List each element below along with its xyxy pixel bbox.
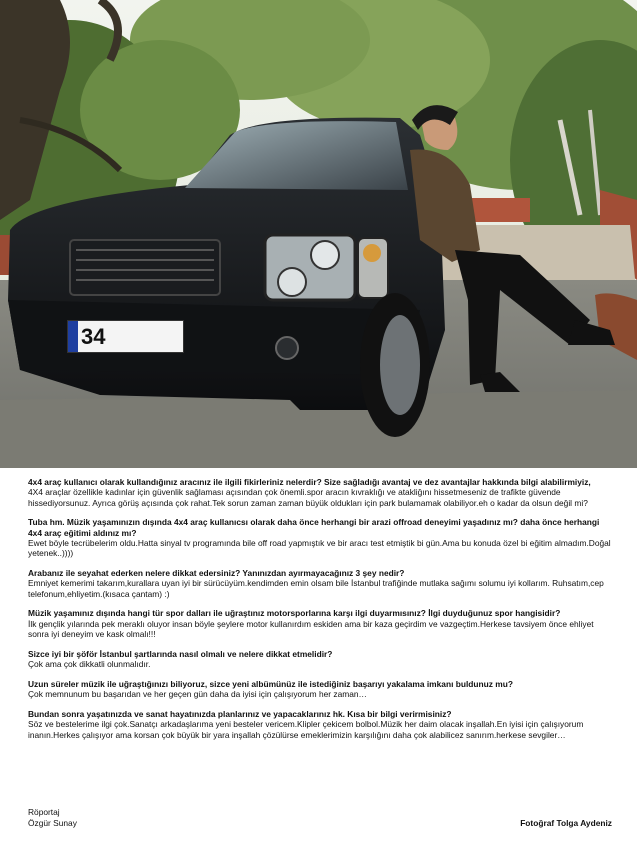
photo-credit: Fotoğraf Tolga Aydeniz — [520, 818, 612, 828]
qa-block — [28, 649, 612, 670]
answer: Çok ama çok dikkatli olunmalıdır. — [28, 659, 151, 670]
question: Arabanız ile seyahat ederken nelere dikkat edersiniz? Yanınızdan ayırmayacağınız 3 şey nedir? — [28, 568, 405, 579]
question: 4x4 araç kullanıcı olarak kullandığınız aracınız ile ilgili fikirleriniz nelerdir? Size sağladığı avantaj ve dez avantajlar hakkında bilgi alabilirmiyiz, — [28, 477, 591, 487]
answer: Söz ve bestelerime ilgi çok.Sanatçı arkadaşlarıma yeni besteler vericem.Klipler çekicem bolbol.Müzik her daim olacak inşallah.En iyisi için çalışıyorum inanın.Herkes çalışıyor ama korsan çok büyük bir yara inşallah çözülürse emeklerimizin karşılığını daha çok alabilicez sanırım.herkese sevgiler… — [28, 719, 584, 740]
qa-block — [28, 679, 612, 700]
license-plate — [67, 320, 184, 353]
interviewer-credit — [28, 807, 77, 828]
answer: Çok memnunum bu başarıdan ve her geçen gün daha da iyisi için çalışıyorum her zaman… — [28, 689, 367, 700]
plate-text: 34 — [81, 324, 106, 349]
qa-block — [28, 608, 612, 639]
question: Bundan sonra yaşatınızda ve sanat hayatınızda planlarınız ve yapacaklarınız hk. Kısa bir bilgi verirmisiniz? — [28, 709, 452, 720]
question: Tuba hm. Müzik yaşamınızın dışında 4x4 araç kullanıcsı olarak daha önce herhangi bir arazi offroad deneyimi yaşadınız mı? daha önce herhangi 4x4 araç eğitimi aldınız mı? — [28, 517, 600, 538]
answer: 4X4 araçlar özellikle kadınlar için güvenlik sağlaması açısından çok önemli.spor aracın kıvraklığı ve atakliğını hissetmeseniz de trafikte güvende hissediyorsunuz. Ayrıca görüş açısında çok rahat.Tek sorun zaman zaman büyük oldukları için park bulamamak olabiliyor.eh o kadar da olsun değil mi? — [28, 487, 588, 508]
answer: Ewet böyle tecrübelerim oldu.Hatta sinyal tv programında bile off road yapmıştık ve bir aracı test etmiştik bi gün.Ama bu konuda özel bi eğitim almadım.Doğal yetenek..)))) — [28, 537, 611, 559]
answer: Emniyet kemerimi takarım,kurallara uyan iyi bir sürücüyüm.kendimden emin olsam bile İstanbul trafiğinde mutlaka sağımı solumu iyi kollarım. Ruhsatım,cep telefonum,ehliyetim.(kısaca çantam) :) — [28, 578, 604, 599]
plate-country-strip — [68, 321, 78, 352]
qa-block — [28, 517, 612, 558]
question: Sizce iyi bir şöför İstanbul şartlarında nasıl olmalı ve nelere dikkat etmelidir? — [28, 648, 333, 659]
qa-block — [28, 477, 612, 508]
qa-block — [28, 709, 612, 740]
question: Müzik yaşamınız dışında hangi tür spor dalları ile uğraştınız motorsporlarına karşı ilgi duyarmısınız? İlgi duyduğunuz spor hangisidir? — [28, 608, 561, 619]
interview-article — [28, 477, 612, 749]
answer: İlk gençlik yılarında pek meraklı oluyor insan böyle şeylere motor kullanırdım eskiden ama bir kaza geçirdim ve vazgeçtim.Herkese tavsiyem önce ehliyet sonra iyi deneyim ve kask olmalı!!! — [28, 618, 594, 640]
question: Uzun süreler müzik ile uğraştığınızı biliyoruz, sizce yeni albümünüz ile istediğiniz başarıyı yakalama imkanı buldunuz mu? — [28, 678, 513, 689]
credit-role: Röportaj — [28, 807, 60, 817]
qa-block — [28, 568, 612, 599]
interviewer-name: Özgür Sunay — [28, 817, 77, 828]
